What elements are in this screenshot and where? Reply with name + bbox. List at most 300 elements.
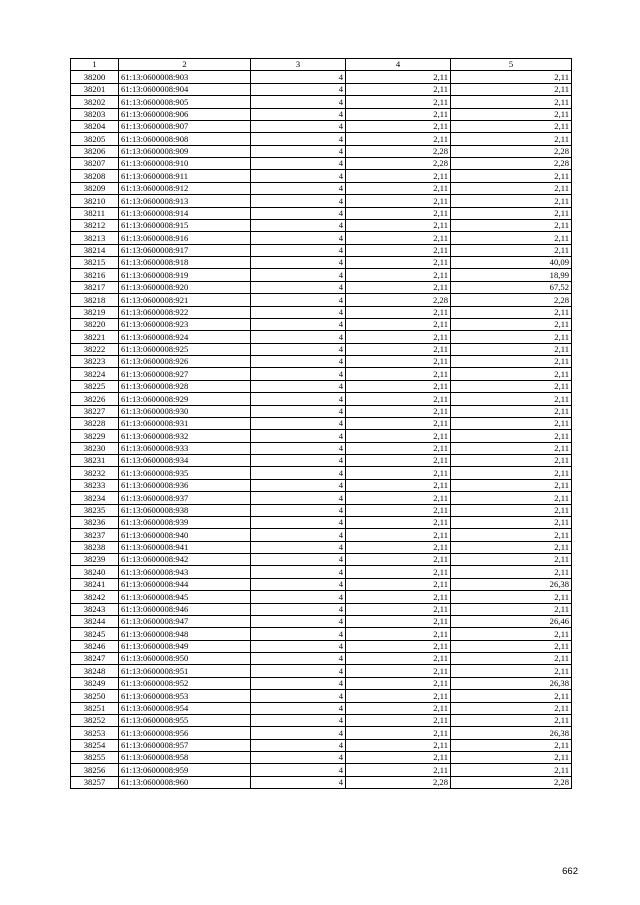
value-cell-4: 2,11: [346, 306, 451, 318]
value-cell-5: 2,11: [451, 96, 572, 108]
value-cell-4: 2,11: [346, 269, 451, 281]
cadastral-number-cell: 61:13:0600008:908: [119, 133, 251, 145]
table-row: [71, 306, 572, 318]
value-cell-5: 2,11: [451, 442, 572, 454]
row-number-cell: 38202: [71, 96, 119, 108]
cadastral-number-cell: 61:13:0600008:914: [119, 207, 251, 219]
row-number-cell: 38232: [71, 467, 119, 479]
cadastral-number-cell: 61:13:0600008:960: [119, 776, 251, 788]
cadastral-number-cell: 61:13:0600008:954: [119, 702, 251, 714]
cadastral-number-cell: 61:13:0600008:957: [119, 739, 251, 751]
value-cell-3: 4: [251, 566, 346, 578]
value-cell-4: 2,11: [346, 182, 451, 194]
cadastral-number-cell: 61:13:0600008:907: [119, 120, 251, 132]
value-cell-5: 2,11: [451, 591, 572, 603]
value-cell-3: 4: [251, 133, 346, 145]
row-number-cell: 38256: [71, 764, 119, 776]
table-row: [71, 331, 572, 343]
table-row: [71, 405, 572, 417]
value-cell-4: 2,11: [346, 727, 451, 739]
table-row: [71, 690, 572, 702]
row-number-cell: 38246: [71, 640, 119, 652]
table-row: [71, 207, 572, 219]
table-row: [71, 492, 572, 504]
value-cell-5: 2,11: [451, 764, 572, 776]
value-cell-4: 2,11: [346, 232, 451, 244]
row-number-cell: 38257: [71, 776, 119, 788]
table-row: [71, 504, 572, 516]
cadastral-number-cell: 61:13:0600008:927: [119, 368, 251, 380]
value-cell-4: 2,11: [346, 257, 451, 269]
value-cell-4: 2,11: [346, 479, 451, 491]
row-number-cell: 38234: [71, 492, 119, 504]
cadastral-number-cell: 61:13:0600008:918: [119, 257, 251, 269]
value-cell-4: 2,11: [346, 628, 451, 640]
row-number-cell: 38248: [71, 665, 119, 677]
value-cell-4: 2,11: [346, 96, 451, 108]
table-row: [71, 479, 572, 491]
value-cell-5: 2,11: [451, 566, 572, 578]
table-row: [71, 83, 572, 95]
value-cell-5: 26,38: [451, 727, 572, 739]
cadastral-number-cell: 61:13:0600008:928: [119, 380, 251, 392]
value-cell-4: 2,11: [346, 393, 451, 405]
row-number-cell: 38238: [71, 541, 119, 553]
value-cell-4: 2,11: [346, 195, 451, 207]
column-header-1: 1: [71, 59, 119, 71]
column-header-5: 5: [451, 59, 572, 71]
cadastral-number-cell: 61:13:0600008:933: [119, 442, 251, 454]
cadastral-number-cell: 61:13:0600008:909: [119, 145, 251, 157]
cadastral-number-cell: 61:13:0600008:944: [119, 578, 251, 590]
value-cell-4: 2,11: [346, 677, 451, 689]
cadastral-number-cell: 61:13:0600008:922: [119, 306, 251, 318]
table-row: [71, 516, 572, 528]
cadastral-number-cell: 61:13:0600008:942: [119, 554, 251, 566]
value-cell-3: 4: [251, 554, 346, 566]
value-cell-4: 2,11: [346, 417, 451, 429]
value-cell-4: 2,11: [346, 516, 451, 528]
cadastral-number-cell: 61:13:0600008:959: [119, 764, 251, 776]
cadastral-number-cell: 61:13:0600008:929: [119, 393, 251, 405]
value-cell-4: 2,11: [346, 714, 451, 726]
value-cell-3: 4: [251, 665, 346, 677]
row-number-cell: 38226: [71, 393, 119, 405]
value-cell-3: 4: [251, 120, 346, 132]
cadastral-number-cell: 61:13:0600008:905: [119, 96, 251, 108]
value-cell-5: 2,11: [451, 554, 572, 566]
value-cell-5: 2,11: [451, 640, 572, 652]
value-cell-5: 2,11: [451, 529, 572, 541]
value-cell-3: 4: [251, 529, 346, 541]
table-row: [71, 182, 572, 194]
table-row: [71, 269, 572, 281]
row-number-cell: 38236: [71, 516, 119, 528]
table-row: [71, 96, 572, 108]
value-cell-4: 2,11: [346, 615, 451, 627]
page-number: 662: [562, 866, 578, 877]
table-row: [71, 356, 572, 368]
table-row: [71, 430, 572, 442]
cadastral-number-cell: 61:13:0600008:931: [119, 417, 251, 429]
table-row: [71, 566, 572, 578]
value-cell-5: 2,11: [451, 603, 572, 615]
cadastral-number-cell: 61:13:0600008:924: [119, 331, 251, 343]
cadastral-number-cell: 61:13:0600008:955: [119, 714, 251, 726]
table-row: [71, 665, 572, 677]
table-row: [71, 677, 572, 689]
row-number-cell: 38237: [71, 529, 119, 541]
value-cell-4: 2,11: [346, 133, 451, 145]
value-cell-3: 4: [251, 244, 346, 256]
value-cell-5: 2,11: [451, 516, 572, 528]
value-cell-3: 4: [251, 145, 346, 157]
row-number-cell: 38242: [71, 591, 119, 603]
cadastral-number-cell: 61:13:0600008:916: [119, 232, 251, 244]
table-row: [71, 145, 572, 157]
value-cell-5: 2,11: [451, 331, 572, 343]
cadastral-number-cell: 61:13:0600008:926: [119, 356, 251, 368]
value-cell-4: 2,28: [346, 294, 451, 306]
table-body: [71, 71, 572, 789]
value-cell-4: 2,11: [346, 566, 451, 578]
value-cell-4: 2,11: [346, 739, 451, 751]
row-number-cell: 38220: [71, 318, 119, 330]
table-row: [71, 529, 572, 541]
row-number-cell: 38249: [71, 677, 119, 689]
row-number-cell: 38214: [71, 244, 119, 256]
value-cell-3: 4: [251, 430, 346, 442]
table-row: [71, 764, 572, 776]
row-number-cell: 38245: [71, 628, 119, 640]
table-row: [71, 739, 572, 751]
value-cell-5: 2,11: [451, 714, 572, 726]
table-row: [71, 71, 572, 83]
cadastral-number-cell: 61:13:0600008:910: [119, 158, 251, 170]
value-cell-5: 2,11: [451, 653, 572, 665]
column-header-3: 3: [251, 59, 346, 71]
value-cell-5: 2,11: [451, 244, 572, 256]
cadastral-number-cell: 61:13:0600008:921: [119, 294, 251, 306]
table-row: [71, 752, 572, 764]
cadastral-number-cell: 61:13:0600008:938: [119, 504, 251, 516]
table-row: [71, 232, 572, 244]
value-cell-4: 2,11: [346, 71, 451, 83]
value-cell-4: 2,11: [346, 603, 451, 615]
value-cell-5: 26,38: [451, 677, 572, 689]
value-cell-5: 2,28: [451, 158, 572, 170]
table-row: [71, 776, 572, 788]
value-cell-4: 2,11: [346, 331, 451, 343]
value-cell-3: 4: [251, 640, 346, 652]
cadastral-number-cell: 61:13:0600008:912: [119, 182, 251, 194]
value-cell-4: 2,11: [346, 591, 451, 603]
table-row: [71, 120, 572, 132]
column-header-2: 2: [119, 59, 251, 71]
value-cell-4: 2,11: [346, 108, 451, 120]
value-cell-4: 2,28: [346, 776, 451, 788]
value-cell-5: 2,11: [451, 455, 572, 467]
value-cell-5: 2,11: [451, 393, 572, 405]
value-cell-3: 4: [251, 479, 346, 491]
value-cell-4: 2,11: [346, 653, 451, 665]
cadastral-number-cell: 61:13:0600008:932: [119, 430, 251, 442]
table-row: [71, 702, 572, 714]
table-row: [71, 281, 572, 293]
cadastral-number-cell: 61:13:0600008:956: [119, 727, 251, 739]
value-cell-5: 2,11: [451, 665, 572, 677]
value-cell-5: 2,11: [451, 752, 572, 764]
value-cell-3: 4: [251, 714, 346, 726]
value-cell-3: 4: [251, 690, 346, 702]
value-cell-5: 2,11: [451, 702, 572, 714]
value-cell-5: 2,11: [451, 405, 572, 417]
value-cell-3: 4: [251, 702, 346, 714]
table-row: [71, 343, 572, 355]
cadastral-number-cell: 61:13:0600008:958: [119, 752, 251, 764]
cadastral-number-cell: 61:13:0600008:953: [119, 690, 251, 702]
row-number-cell: 38206: [71, 145, 119, 157]
value-cell-3: 4: [251, 71, 346, 83]
value-cell-3: 4: [251, 677, 346, 689]
value-cell-3: 4: [251, 603, 346, 615]
cadastral-number-cell: 61:13:0600008:925: [119, 343, 251, 355]
row-number-cell: 38227: [71, 405, 119, 417]
value-cell-5: 2,11: [451, 467, 572, 479]
row-number-cell: 38230: [71, 442, 119, 454]
value-cell-4: 2,11: [346, 529, 451, 541]
value-cell-3: 4: [251, 219, 346, 231]
value-cell-5: 2,11: [451, 133, 572, 145]
value-cell-3: 4: [251, 628, 346, 640]
value-cell-5: 2,28: [451, 776, 572, 788]
value-cell-5: 67,52: [451, 281, 572, 293]
table-row: [71, 615, 572, 627]
cadastral-number-cell: 61:13:0600008:950: [119, 653, 251, 665]
table-header-row: [71, 59, 572, 71]
cadastral-number-cell: 61:13:0600008:920: [119, 281, 251, 293]
value-cell-3: 4: [251, 294, 346, 306]
value-cell-5: 2,11: [451, 343, 572, 355]
table-row: [71, 727, 572, 739]
cadastral-number-cell: 61:13:0600008:946: [119, 603, 251, 615]
table-row: [71, 368, 572, 380]
row-number-cell: 38243: [71, 603, 119, 615]
value-cell-4: 2,11: [346, 504, 451, 516]
value-cell-3: 4: [251, 306, 346, 318]
cadastral-number-cell: 61:13:0600008:930: [119, 405, 251, 417]
value-cell-4: 2,11: [346, 640, 451, 652]
table-row: [71, 133, 572, 145]
row-number-cell: 38252: [71, 714, 119, 726]
value-cell-4: 2,11: [346, 492, 451, 504]
table-row: [71, 195, 572, 207]
cadastral-number-cell: 61:13:0600008:952: [119, 677, 251, 689]
value-cell-3: 4: [251, 541, 346, 553]
value-cell-5: 2,11: [451, 417, 572, 429]
cadastral-number-cell: 61:13:0600008:904: [119, 83, 251, 95]
cadastral-number-cell: 61:13:0600008:947: [119, 615, 251, 627]
value-cell-3: 4: [251, 467, 346, 479]
value-cell-4: 2,11: [346, 281, 451, 293]
value-cell-5: 2,11: [451, 195, 572, 207]
cadastral-number-cell: 61:13:0600008:941: [119, 541, 251, 553]
table-row: [71, 591, 572, 603]
row-number-cell: 38222: [71, 343, 119, 355]
table-row: [71, 554, 572, 566]
value-cell-4: 2,11: [346, 380, 451, 392]
row-number-cell: 38200: [71, 71, 119, 83]
table-row: [71, 714, 572, 726]
value-cell-3: 4: [251, 405, 346, 417]
value-cell-5: 2,11: [451, 182, 572, 194]
column-header-4: 4: [346, 59, 451, 71]
value-cell-4: 2,11: [346, 368, 451, 380]
row-number-cell: 38239: [71, 554, 119, 566]
row-number-cell: 38219: [71, 306, 119, 318]
value-cell-4: 2,28: [346, 145, 451, 157]
value-cell-3: 4: [251, 158, 346, 170]
value-cell-5: 2,11: [451, 739, 572, 751]
row-number-cell: 38228: [71, 417, 119, 429]
value-cell-4: 2,11: [346, 405, 451, 417]
row-number-cell: 38212: [71, 219, 119, 231]
value-cell-3: 4: [251, 331, 346, 343]
row-number-cell: 38203: [71, 108, 119, 120]
value-cell-3: 4: [251, 393, 346, 405]
value-cell-3: 4: [251, 207, 346, 219]
row-number-cell: 38217: [71, 281, 119, 293]
row-number-cell: 38209: [71, 182, 119, 194]
value-cell-4: 2,11: [346, 343, 451, 355]
table-row: [71, 294, 572, 306]
cadastral-number-cell: 61:13:0600008:915: [119, 219, 251, 231]
cadastral-number-cell: 61:13:0600008:937: [119, 492, 251, 504]
value-cell-3: 4: [251, 108, 346, 120]
table-row: [71, 380, 572, 392]
value-cell-5: 2,11: [451, 306, 572, 318]
value-cell-5: 2,11: [451, 628, 572, 640]
value-cell-5: 26,46: [451, 615, 572, 627]
value-cell-3: 4: [251, 442, 346, 454]
value-cell-4: 2,11: [346, 356, 451, 368]
table-row: [71, 578, 572, 590]
value-cell-4: 2,11: [346, 455, 451, 467]
cadastral-number-cell: 61:13:0600008:949: [119, 640, 251, 652]
table-row: [71, 170, 572, 182]
row-number-cell: 38201: [71, 83, 119, 95]
value-cell-5: 2,11: [451, 504, 572, 516]
row-number-cell: 38224: [71, 368, 119, 380]
value-cell-4: 2,11: [346, 219, 451, 231]
value-cell-4: 2,11: [346, 430, 451, 442]
value-cell-5: 26,38: [451, 578, 572, 590]
row-number-cell: 38247: [71, 653, 119, 665]
value-cell-4: 2,11: [346, 207, 451, 219]
row-number-cell: 38225: [71, 380, 119, 392]
value-cell-3: 4: [251, 182, 346, 194]
value-cell-5: 2,11: [451, 430, 572, 442]
value-cell-3: 4: [251, 739, 346, 751]
cadastral-number-cell: 61:13:0600008:939: [119, 516, 251, 528]
row-number-cell: 38254: [71, 739, 119, 751]
row-number-cell: 38215: [71, 257, 119, 269]
value-cell-4: 2,11: [346, 554, 451, 566]
cadastral-number-cell: 61:13:0600008:943: [119, 566, 251, 578]
cadastral-number-cell: 61:13:0600008:936: [119, 479, 251, 491]
value-cell-4: 2,28: [346, 158, 451, 170]
value-cell-3: 4: [251, 455, 346, 467]
table-row: [71, 219, 572, 231]
table-row: [71, 257, 572, 269]
value-cell-5: 2,28: [451, 145, 572, 157]
cadastral-number-cell: 61:13:0600008:934: [119, 455, 251, 467]
table-row: [71, 417, 572, 429]
value-cell-3: 4: [251, 776, 346, 788]
cadastral-number-cell: 61:13:0600008:906: [119, 108, 251, 120]
value-cell-3: 4: [251, 504, 346, 516]
value-cell-3: 4: [251, 170, 346, 182]
value-cell-3: 4: [251, 257, 346, 269]
row-number-cell: 38218: [71, 294, 119, 306]
table-row: [71, 653, 572, 665]
value-cell-4: 2,11: [346, 120, 451, 132]
value-cell-3: 4: [251, 752, 346, 764]
value-cell-3: 4: [251, 764, 346, 776]
value-cell-3: 4: [251, 591, 346, 603]
value-cell-5: 2,11: [451, 380, 572, 392]
row-number-cell: 38221: [71, 331, 119, 343]
row-number-cell: 38211: [71, 207, 119, 219]
value-cell-5: 40,09: [451, 257, 572, 269]
value-cell-3: 4: [251, 356, 346, 368]
value-cell-3: 4: [251, 492, 346, 504]
value-cell-5: 2,11: [451, 479, 572, 491]
cadastral-number-cell: 61:13:0600008:919: [119, 269, 251, 281]
value-cell-4: 2,11: [346, 467, 451, 479]
value-cell-3: 4: [251, 653, 346, 665]
value-cell-3: 4: [251, 232, 346, 244]
table-row: [71, 393, 572, 405]
table-row: [71, 108, 572, 120]
value-cell-4: 2,11: [346, 702, 451, 714]
value-cell-3: 4: [251, 343, 346, 355]
row-number-cell: 38240: [71, 566, 119, 578]
row-number-cell: 38216: [71, 269, 119, 281]
value-cell-3: 4: [251, 368, 346, 380]
row-number-cell: 38231: [71, 455, 119, 467]
value-cell-5: 2,11: [451, 541, 572, 553]
value-cell-5: 2,11: [451, 368, 572, 380]
row-number-cell: 38241: [71, 578, 119, 590]
value-cell-3: 4: [251, 727, 346, 739]
cadastral-number-cell: 61:13:0600008:948: [119, 628, 251, 640]
value-cell-3: 4: [251, 516, 346, 528]
table-row: [71, 628, 572, 640]
table-row: [71, 318, 572, 330]
cadastral-number-cell: 61:13:0600008:913: [119, 195, 251, 207]
cadastral-number-cell: 61:13:0600008:935: [119, 467, 251, 479]
row-number-cell: 38233: [71, 479, 119, 491]
value-cell-4: 2,11: [346, 442, 451, 454]
value-cell-5: 2,11: [451, 207, 572, 219]
value-cell-5: 2,11: [451, 356, 572, 368]
row-number-cell: 38205: [71, 133, 119, 145]
value-cell-5: 2,11: [451, 83, 572, 95]
row-number-cell: 38223: [71, 356, 119, 368]
row-number-cell: 38213: [71, 232, 119, 244]
cadastral-number-cell: 61:13:0600008:923: [119, 318, 251, 330]
